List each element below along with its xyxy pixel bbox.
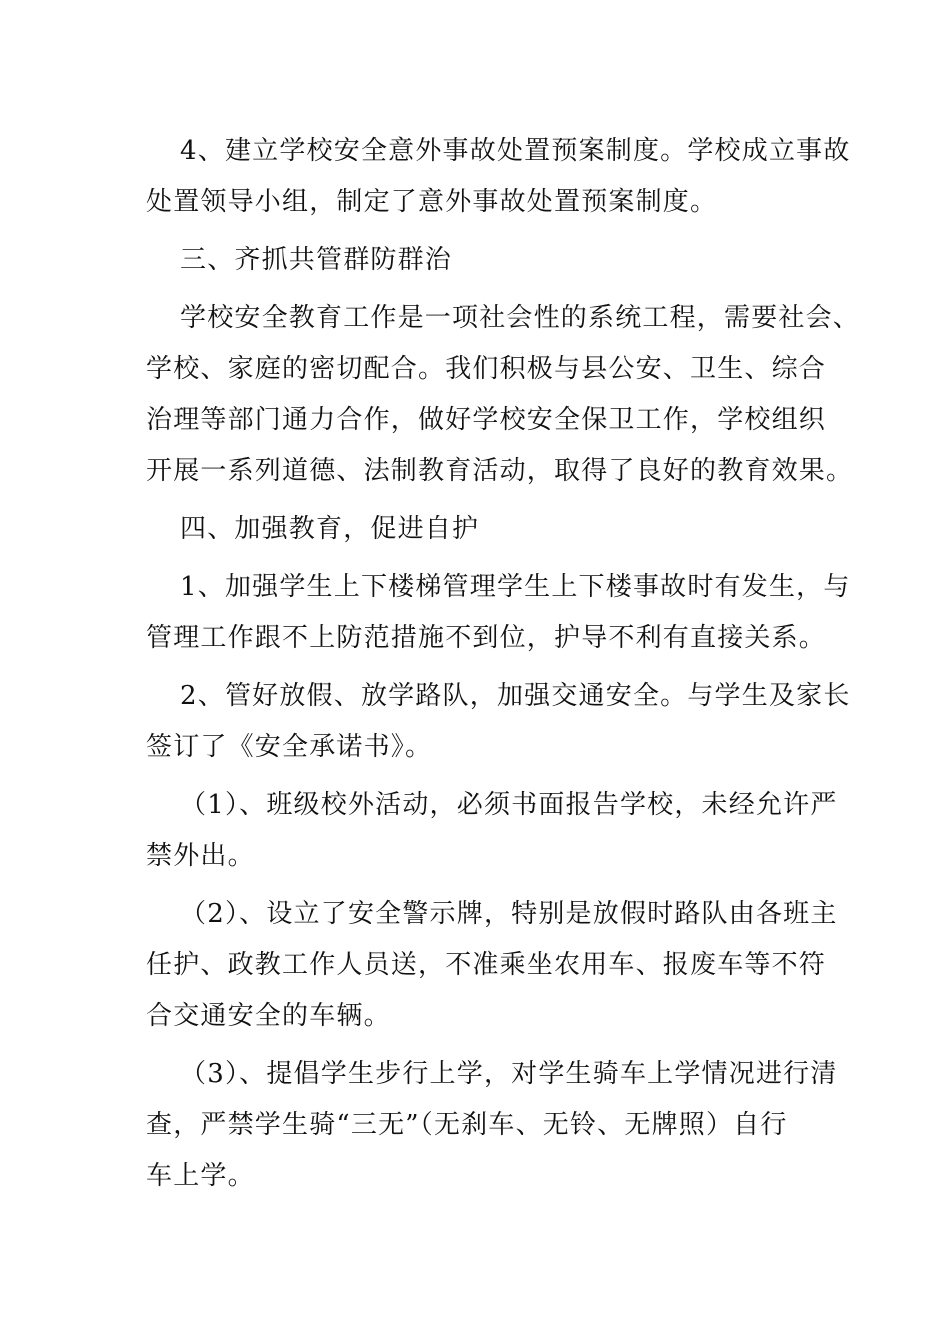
section-heading: 四、加强教育，促进自护: [180, 514, 480, 544]
text-line: 4、建立学校安全意外事故处置预案制度。学校成立事故: [180, 136, 851, 166]
section-heading: 三、齐抓共管群防群治: [180, 245, 453, 275]
text-line: （1）、班级校外活动，必须书面报告学校，未经允许严: [180, 790, 838, 820]
text-line: 管理工作跟不上防范措施不到位，护导不利有直接关系。: [146, 623, 827, 653]
text-line: 治理等部门通力合作，做好学校安全保卫工作，学校组织: [146, 405, 827, 435]
text-line: 查，严禁学生骑“三无”（无刹车、无铃、无牌照）自行: [146, 1110, 788, 1140]
text-line: 禁外出。: [146, 841, 255, 871]
text-line: 1、加强学生上下楼梯管理学生上下楼事故时有发生，与: [180, 572, 851, 602]
text-line: 任护、政教工作人员送，不准乘坐农用车、报废车等不符: [146, 950, 827, 980]
text-line: 签订了《安全承诺书》。: [146, 732, 433, 762]
text-line: （3）、提倡学生步行上学，对学生骑车上学情况进行清: [180, 1059, 838, 1089]
text-line: 学校、家庭的密切配合。我们积极与县公安、卫生、综合: [146, 354, 827, 384]
text-line: 开展一系列道德、法制教育活动，取得了良好的教育效果。: [146, 456, 854, 486]
text-line: 合交通安全的车辆。: [146, 1001, 391, 1031]
text-line: 处置领导小组，制定了意外事故处置预案制度。: [146, 187, 718, 217]
text-line: 车上学。: [146, 1161, 255, 1191]
text-line: 2、管好放假、放学路队，加强交通安全。与学生及家长: [180, 681, 851, 711]
text-line: （2）、设立了安全警示牌，特别是放假时路队由各班主: [180, 899, 838, 929]
text-line: 学校安全教育工作是一项社会性的系统工程，需要社会、: [180, 303, 861, 333]
